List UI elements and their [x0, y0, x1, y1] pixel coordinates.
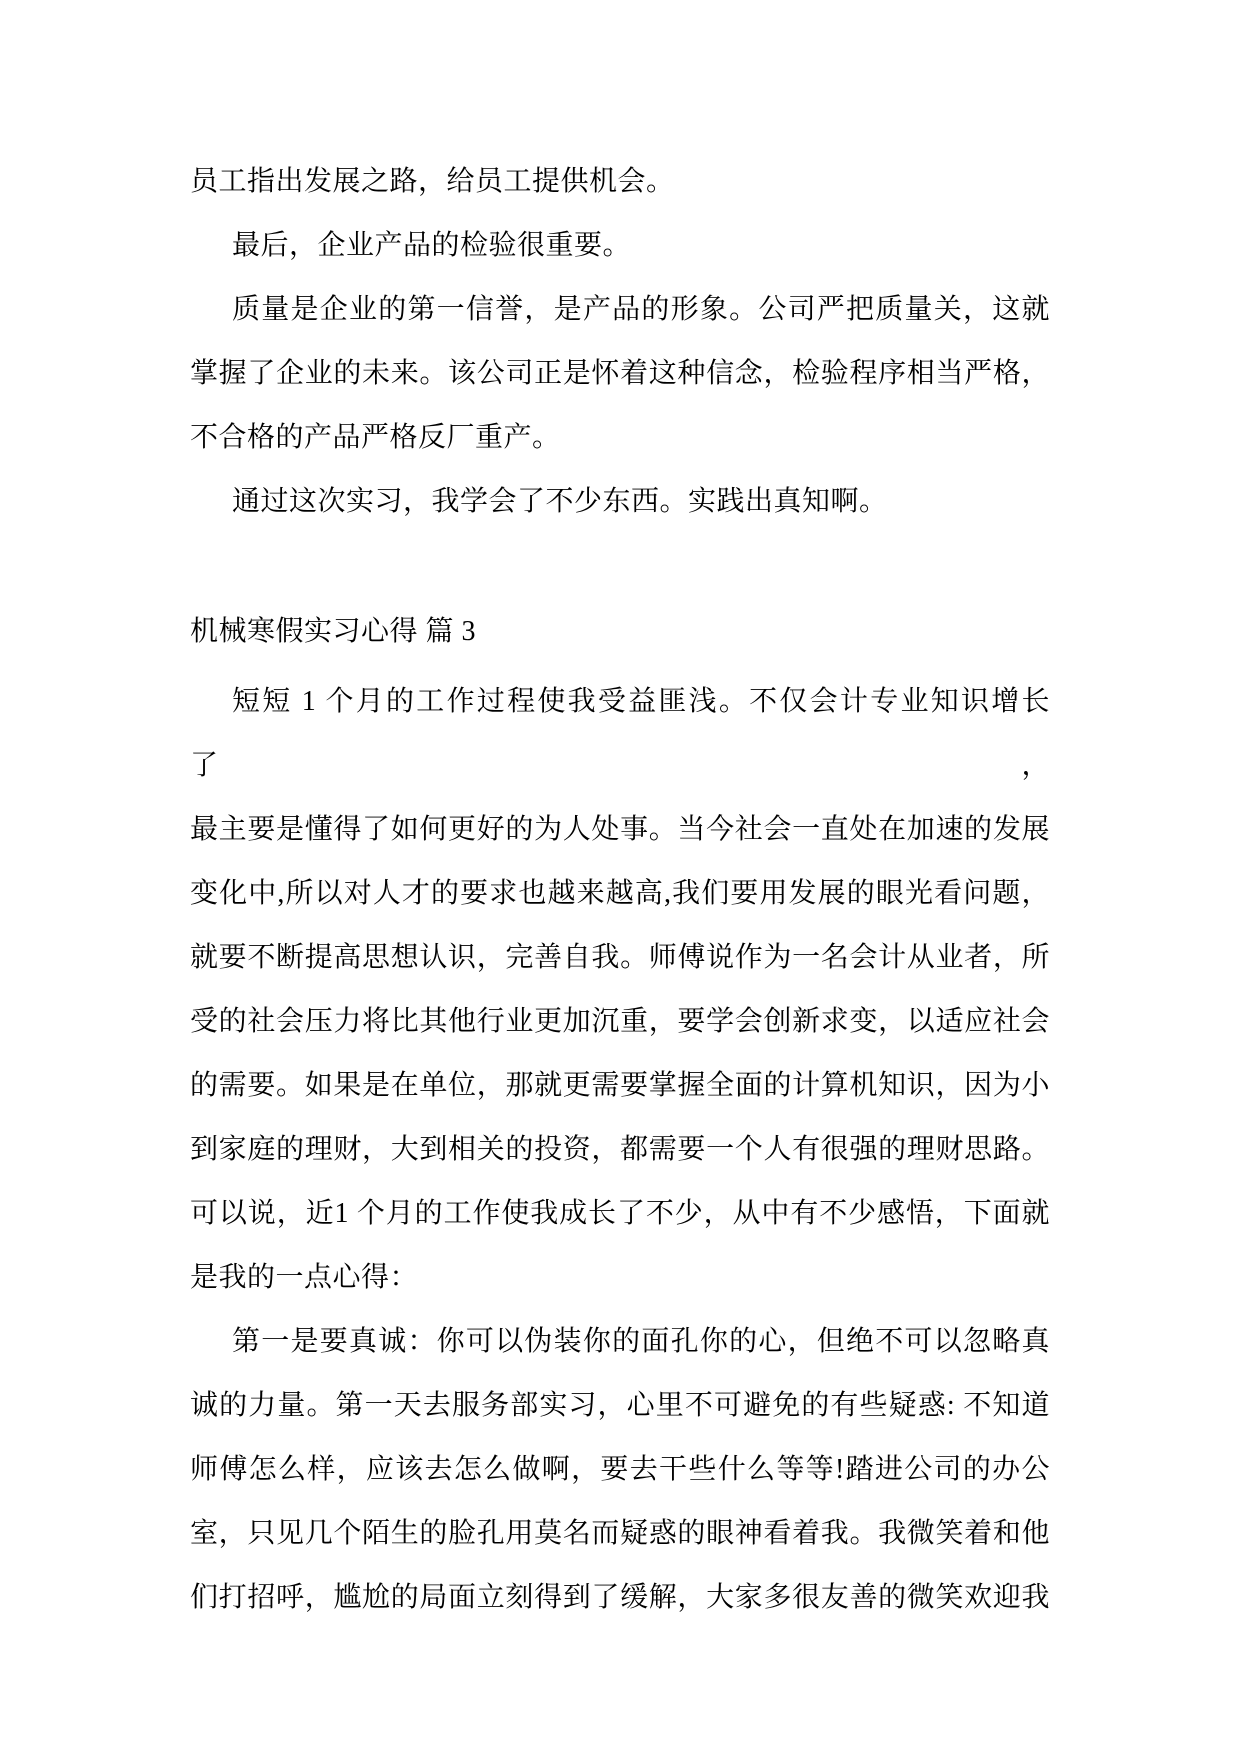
heading-text: 机械寒假实习心得 篇 3	[190, 616, 477, 647]
text-line: 通过这次实习，我学会了不少东西。实践出真知啊。	[232, 486, 888, 517]
text-line: 掌握了企业的未来。该公司正是怀着这种信念，检验程序相当严格，	[190, 358, 1050, 389]
paragraph	[190, 150, 1050, 214]
text-line: 最后，企业产品的检验很重要。	[232, 230, 632, 261]
text-line: 们打招呼，尴尬的局面立刻得到了缓解，大家多很友善的微笑欢迎我	[190, 1582, 1050, 1613]
text-line: 到家庭的理财，大到相关的投资，都需要一个人有很强的理财思路。	[190, 1134, 1050, 1165]
paragraph	[190, 214, 1050, 278]
paragraph	[190, 278, 1050, 470]
text-line: 变化中,所以对人才的要求也越来越高,我们要用发展的眼光看问题，	[190, 878, 1050, 909]
text-line: 可以说，近1 个月的工作使我成长了不少，从中有不少感悟，下面就	[190, 1198, 1050, 1229]
paragraph	[190, 1310, 1050, 1630]
text-line: 不合格的产品严格反厂重产。	[190, 422, 561, 453]
paragraph	[190, 470, 1050, 534]
text-line: 员工指出发展之路，给员工提供机会。	[190, 166, 675, 197]
text-line: 师傅怎么样，应该去怎么做啊，要去干些什么等等!踏进公司的办公	[190, 1454, 1050, 1485]
text-line: 第一是要真诚：你可以伪装你的面孔你的心，但绝不可以忽略真	[232, 1326, 1050, 1357]
text-line: 室，只见几个陌生的脸孔用莫名而疑惑的眼神看着我。我微笑着和他	[190, 1518, 1050, 1549]
text-line: 受的社会压力将比其他行业更加沉重，要学会创新求变，以适应社会	[190, 1006, 1050, 1037]
text-line: 就要不断提高思想认识，完善自我。师傅说作为一名会计从业者，所	[190, 942, 1050, 973]
section-heading	[190, 600, 1050, 664]
paragraph	[190, 670, 1050, 1310]
document-body	[190, 150, 1050, 1630]
text-line: 最主要是懂得了如何更好的为人处事。当今社会一直处在加速的发展	[190, 814, 1050, 845]
text-line: 的需要。如果是在单位，那就更需要掌握全面的计算机知识，因为小	[190, 1070, 1050, 1101]
text-line: 短短 1 个月的工作过程使我受益匪浅。不仅会计专业知识增长了，	[190, 686, 1050, 781]
text-line: 诚的力量。第一天去服务部实习，心里不可避免的有些疑惑: 不知道	[190, 1390, 1050, 1421]
text-line: 质量是企业的第一信誉，是产品的形象。公司严把质量关，这就	[232, 294, 1050, 325]
text-line: 是我的一点心得：	[190, 1262, 419, 1293]
